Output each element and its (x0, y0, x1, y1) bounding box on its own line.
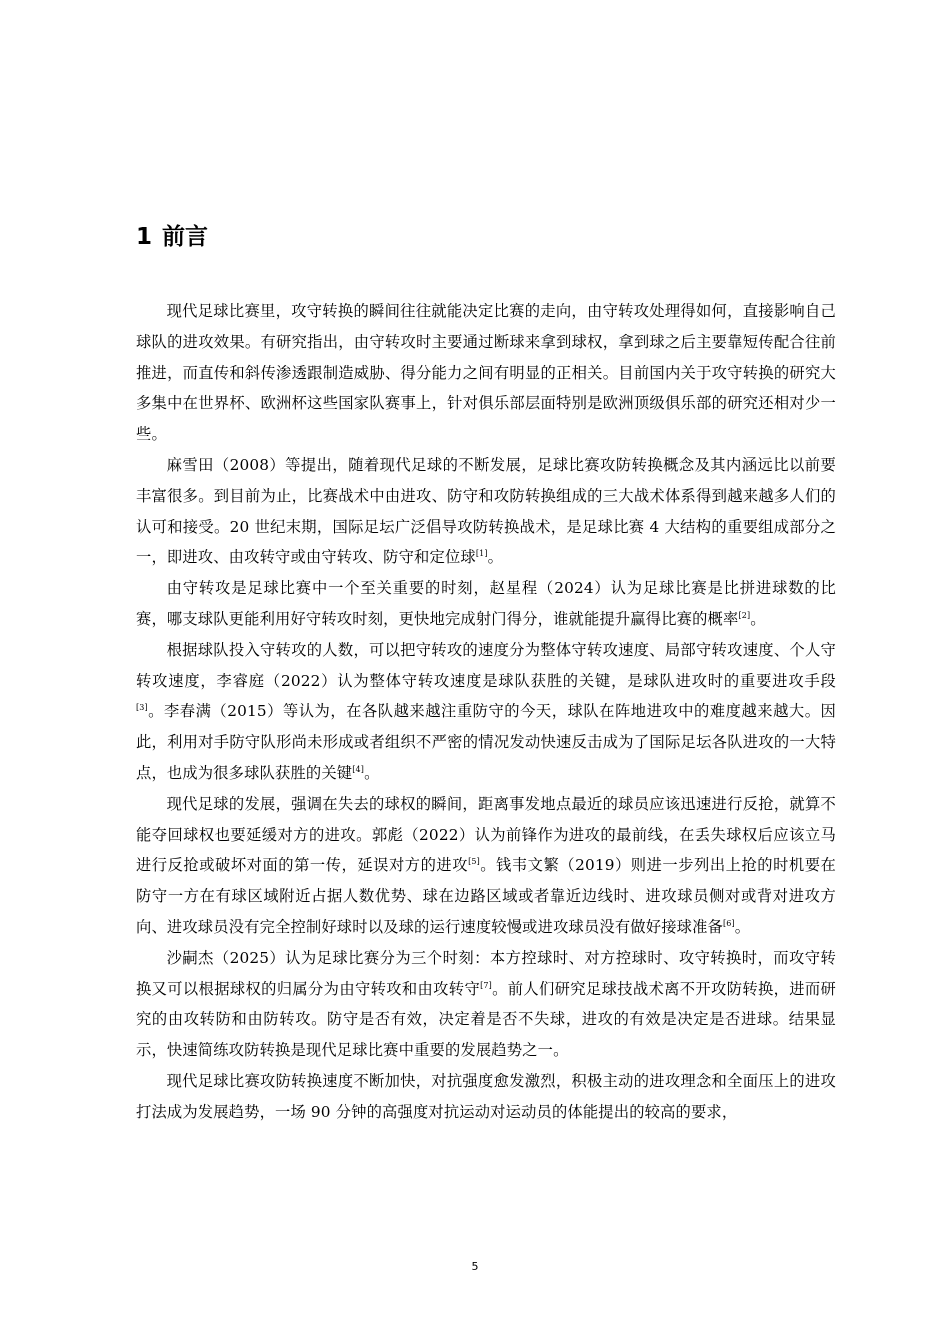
citation-marker: [7] (480, 980, 492, 990)
citation-marker: [4] (352, 764, 365, 774)
paragraph-text: 。李春满（2015）等认为，在各队越来越注重防守的今天，球队在阵地进攻中的难度越来越大。因此，利用对手防守队形尚未形成或者组织不严密的情况发动快速反击成为了国际足坛各队进攻的一大特点，也成为很多球队获胜的关键 (136, 702, 836, 782)
citation-marker: [3] (136, 703, 148, 713)
citation-marker: [6] (722, 918, 735, 928)
paragraph-text: 现代足球比赛里，攻守转换的瞬间往往就能决定比赛的走向，由守转攻处理得如何，直接影响自己球队的进攻效果。有研究指出，由守转攻时主要通过断球来拿到球权，拿到球之后主要靠短传配合往前推进，而直传和斜传渗透跟制造威胁、得分能力之间有明显的正相关。目前国内关于攻守转换的研究大多集中在世界杯、欧洲杯这些国家队赛事上，针对俱乐部层面特别是欧洲顶级俱乐部的研究还相对少一些。 (136, 302, 836, 444)
paragraph (136, 789, 836, 943)
paragraph (136, 1066, 836, 1128)
paragraph-text: 。 (487, 548, 504, 567)
paragraph-text: 由守转攻是足球比赛中一个至关重要的时刻，赵星程（2024）认为足球比赛是比拼进球数的比赛，哪支球队更能利用好守转攻时刻，更快地完成射门得分，谁就能提升赢得比赛的概率 (136, 579, 836, 628)
section-title: 前言 (162, 224, 209, 250)
paragraph (136, 573, 836, 635)
paragraph-text: 。 (750, 609, 766, 628)
paragraph-text: 沙嗣杰（2025）认为足球比赛分为三个时刻：本方控球时、对方控球时、攻守转换时，而攻守转换又可以根据球权的归属分为由守转攻和由攻转守 (136, 948, 836, 998)
paragraph-text: 。前人们研究足球技战术离不开攻防转换，进而研究的由攻转防和由防转攻。防守是否有效，决定着是否不失球，进攻的有效是决定是否进球。结果显示，快速简练攻防转换是现代足球比赛中重要的发展趋势之一。 (136, 979, 836, 1060)
paragraph-text: 现代足球的发展，强调在失去的球权的瞬间，距离事发地点最近的球员应该迅速进行反抢，就算不能夺回球权也要延缓对方的进攻。郭彪（2022）认为前锋作为进攻的最前线，在丢失球权后应该立马进行反抢或破坏对面的第一传，延误对方的进攻 (136, 794, 836, 875)
citation-marker: [1] (475, 549, 488, 559)
paragraph-text: 现代足球比赛攻防转换速度不断加快，对抗强度愈发激烈，积极主动的进攻理念和全面压上的进攻打法成为发展趋势，一场 90 分钟的高强度对抗运动对运动员的体能提出的较高的要求， (136, 1071, 836, 1121)
paragraph (136, 943, 836, 1066)
page-number: 5 (471, 1260, 479, 1273)
paragraph-text: 。 (364, 763, 380, 782)
citation-marker: [5] (468, 857, 480, 867)
paragraph (136, 635, 836, 789)
paragraph (136, 296, 836, 450)
paragraph (136, 450, 836, 573)
section-number: 1 (136, 224, 153, 250)
paragraph-text: 。 (734, 917, 751, 936)
paragraph-text: 。钱韦文繁（2019）则进一步列出上抢的时机要在防守一方在有球区域附近占据人数优势、球在边路区域或者靠近边线时、进攻球员侧对或背对进攻方向、进攻球员没有完全控制好球时以及球的运行速度较慢或进攻球员没有做好接球准备 (136, 856, 836, 936)
section-heading (136, 222, 208, 252)
paragraph-text: 麻雪田（2008）等提出，随着现代足球的不断发展，足球比赛攻防转换概念及其内涵远比以前要丰富很多。到目前为止，比赛战术中由进攻、防守和攻防转换组成的三大战术体系得到越来越多人们的认可和接受。20 世纪末期，国际足坛广泛倡导攻防转换战术，是足球比赛 4 大结构的重要组成部分之一，即进攻、由攻转守或由守转攻、防守和定位球 (136, 455, 836, 567)
citation-marker: [2] (738, 610, 751, 620)
paragraph-text: 根据球队投入守转攻的人数，可以把守转攻的速度分为整体守转攻速度、局部守转攻速度、个人守转攻速度，李睿庭（2022）认为整体守转攻速度是球队获胜的关键，是球队进攻时的重要进攻手段 (136, 640, 836, 690)
body-text (136, 296, 836, 1128)
